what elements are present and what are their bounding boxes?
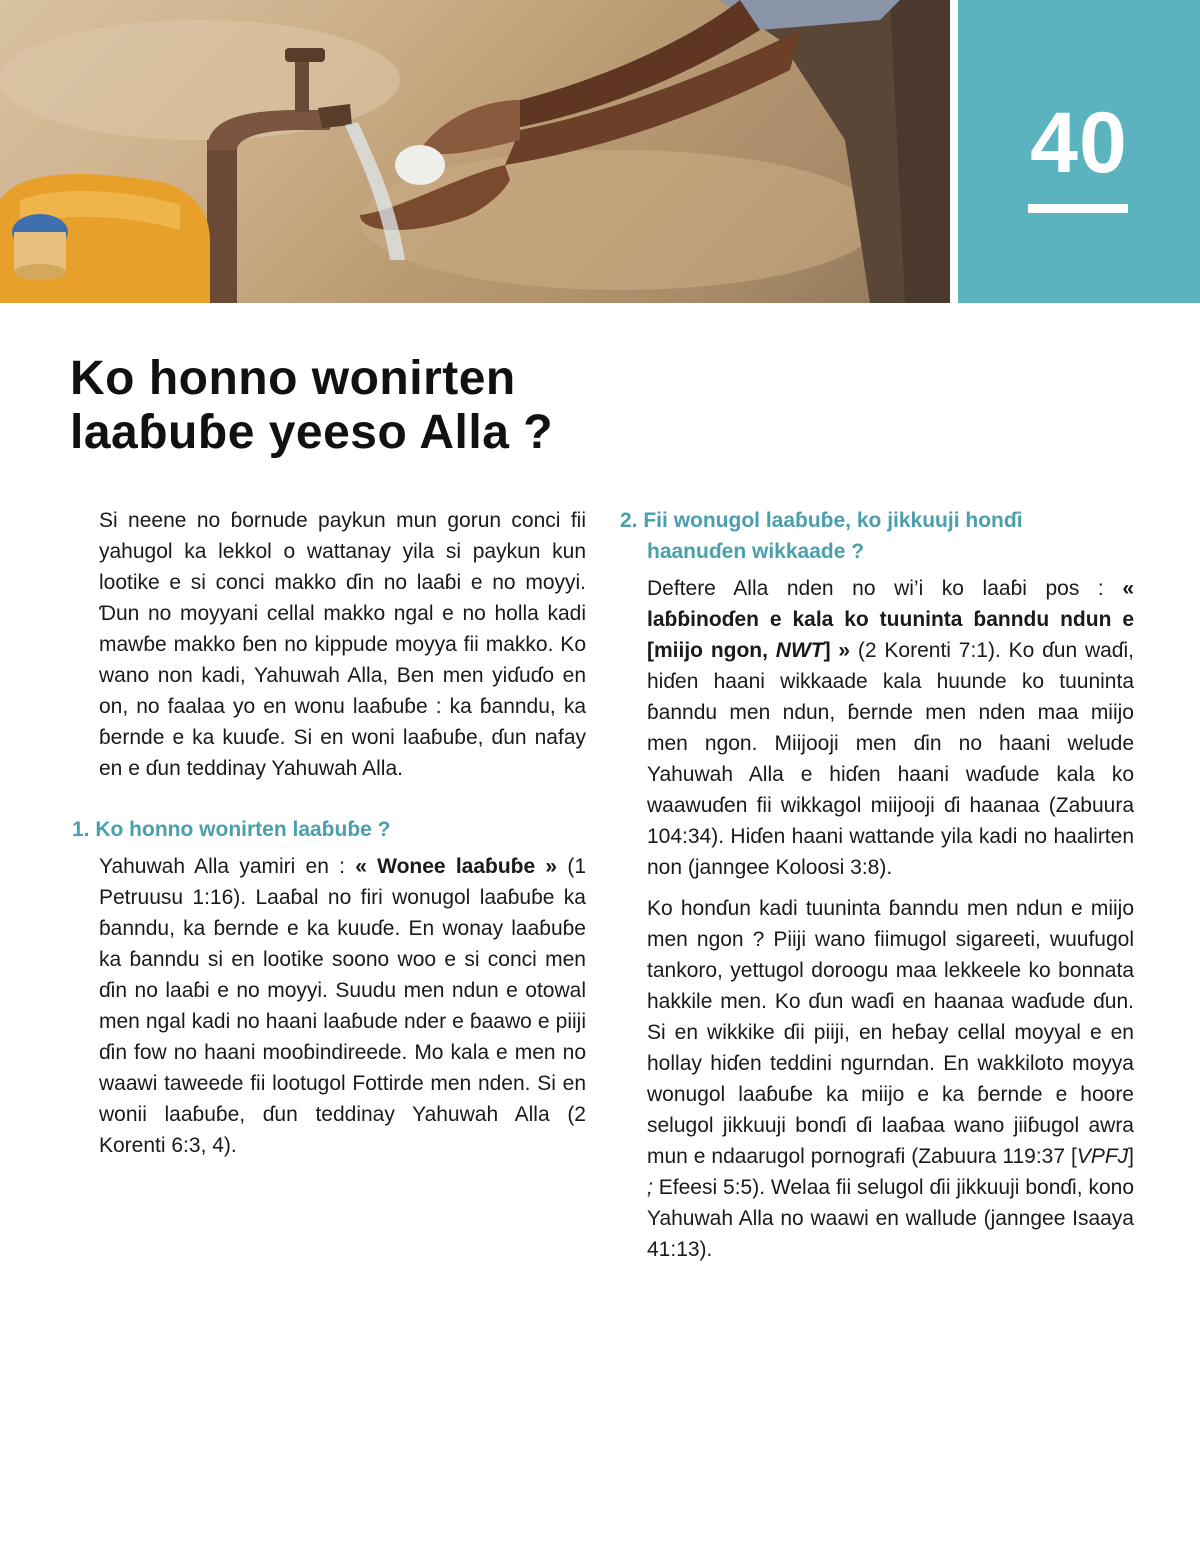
answer-2-quote-end: ] » [823, 639, 851, 662]
answer-2-p2-start: Ko honɗun kadi tuuninta ɓanndu men ndun e miijo men ngon ? Piiji wano fiimugol sigareeti, wuufugol tankoro, yettugol doroogu maa lekkeele ko bonnata hakkile men. Ko ɗun waɗi en haanaa waɗude ɗun. Si en wikkike ɗii piiji, en heɓay cellal moyyal e en hollay hiɗen teddini ngurndan. En wakkiloto moyya wonugol laaɓuɓe ka miijo e ka ɓernde e hoore selugol jikkuuji bonɗi ɗi laaɓaa wano jiiɓugol awra mun e ndaarugol pornografi (Zabuura 119:37 [ [647, 897, 1134, 1168]
question-1-heading [72, 814, 586, 845]
answer-2-paragraph-2 [620, 893, 1134, 1265]
question-2-number: 2. [620, 509, 638, 532]
chapter-number: 40 [1030, 95, 1128, 191]
question-1-text: Ko honno wonirten laaɓuɓe ? [95, 818, 391, 841]
answer-2-p1-end: (2 Korenti 7:1). Ko ɗun waɗi, hiɗen haani wikkaade kala huunde ko tuuninta ɓanndu men ndun, ɓernde men nden maa miijo men ngon. Miijooji men ɗin no haani welude Yahuwah Alla e hiɗen haani waɗude kala ko waawuɗen fii wikkagol miijooji ɗi haanaa (Zabuura 104:34). Hiɗen haani wattande yila kadi no haalirten non (janngee Koloosi 3:8). [647, 639, 1134, 879]
answer-2-version-abbr: NWT [775, 639, 824, 662]
chapter-badge [958, 0, 1200, 303]
answer-2-p2-end: Efeesi 5:5). Welaa fii selugol ɗii jikkuuji bonɗi, kono Yahuwah Alla no waawi en wallude (janngee Isaaya 41:13). [647, 1176, 1134, 1261]
hero-photo [0, 0, 950, 303]
intro-paragraph: Si neene no ɓornude paykun mun gorun conci fii yahugol ka lekkol o wattanay yila si paykun kun lootike e si conci makko ɗin no laaɓi e no moyyi. Ɗun no moyyani cellal makko ngal e no holla kadi mawɓe makko ɓen no kippude moyya fii makko. Ko wano non kadi, Yahuwah Alla, Ben men yiɗuɗo en on, no faalaa yo en wonu laaɓuɓe : ka ɓanndu, ka ɓernde e ka kuuɗe. Si en woni laaɓuɓe, ɗun nafay en e ɗun teddinay Yahuwah Alla. [99, 509, 586, 780]
right-column [620, 505, 1134, 1275]
page-title [70, 352, 553, 460]
question-2-heading [620, 505, 1134, 567]
answer-1-text-start: Yahuwah Alla yamiri en : [99, 855, 356, 878]
answer-2-version-vpfj: VPFJ [1076, 1145, 1129, 1168]
title-line-2: laaɓuɓe yeeso Alla ? [70, 406, 554, 459]
question-1-number: 1. [72, 818, 90, 841]
answer-1-paragraph [72, 851, 586, 1161]
title-line-1: Ko honno wonirten [70, 352, 516, 405]
answer-1-quote: « Wonee laaɓuɓe » [355, 855, 558, 878]
chapter-underline [1028, 204, 1128, 213]
question-2-text-line1: Fii wonugol laaɓuɓe, ko jikkuuji honɗi [643, 509, 1023, 532]
question-2-text-line2: haanuɗen wikkaade ? [647, 540, 865, 563]
answer-2-paragraph-1 [620, 573, 1134, 883]
left-column [72, 505, 586, 1171]
answer-2-p1-start: Deftere Alla nden no wi’i ko laaɓi pos : [647, 577, 1123, 600]
hand-washing-illustration [0, 0, 950, 303]
answer-2-quote: « laɓɓinoɗen e kala ko tuuninta ɓanndu ndun e [miijo ngon, [647, 577, 1134, 662]
answer-2-semicolon: ; [647, 1176, 653, 1199]
answer-2-p2-mid: ] [1128, 1145, 1134, 1168]
answer-1-text-end: (1 Petruusu 1:16). Laaɓal no firi wonugol laaɓuɓe ka ɓanndu, ka ɓernde e ka kuuɗe. En wonay laaɓuɓe ka ɓanndu si en lootike soono woo e si conci men ɗin no laaɓi e no moyyi. Suudu men ndun e otowal men ngal kadi no haani laaɓude nder e ɓaawo e piiji ɗin fow no haani mooɓindireede. Mo kala e men no waawi taweede fii lootugol Fottirde men nden. Si en wonii laaɓuɓe, ɗun teddinay Yahuwah Alla (2 Korenti 6:3, 4). [99, 855, 586, 1157]
